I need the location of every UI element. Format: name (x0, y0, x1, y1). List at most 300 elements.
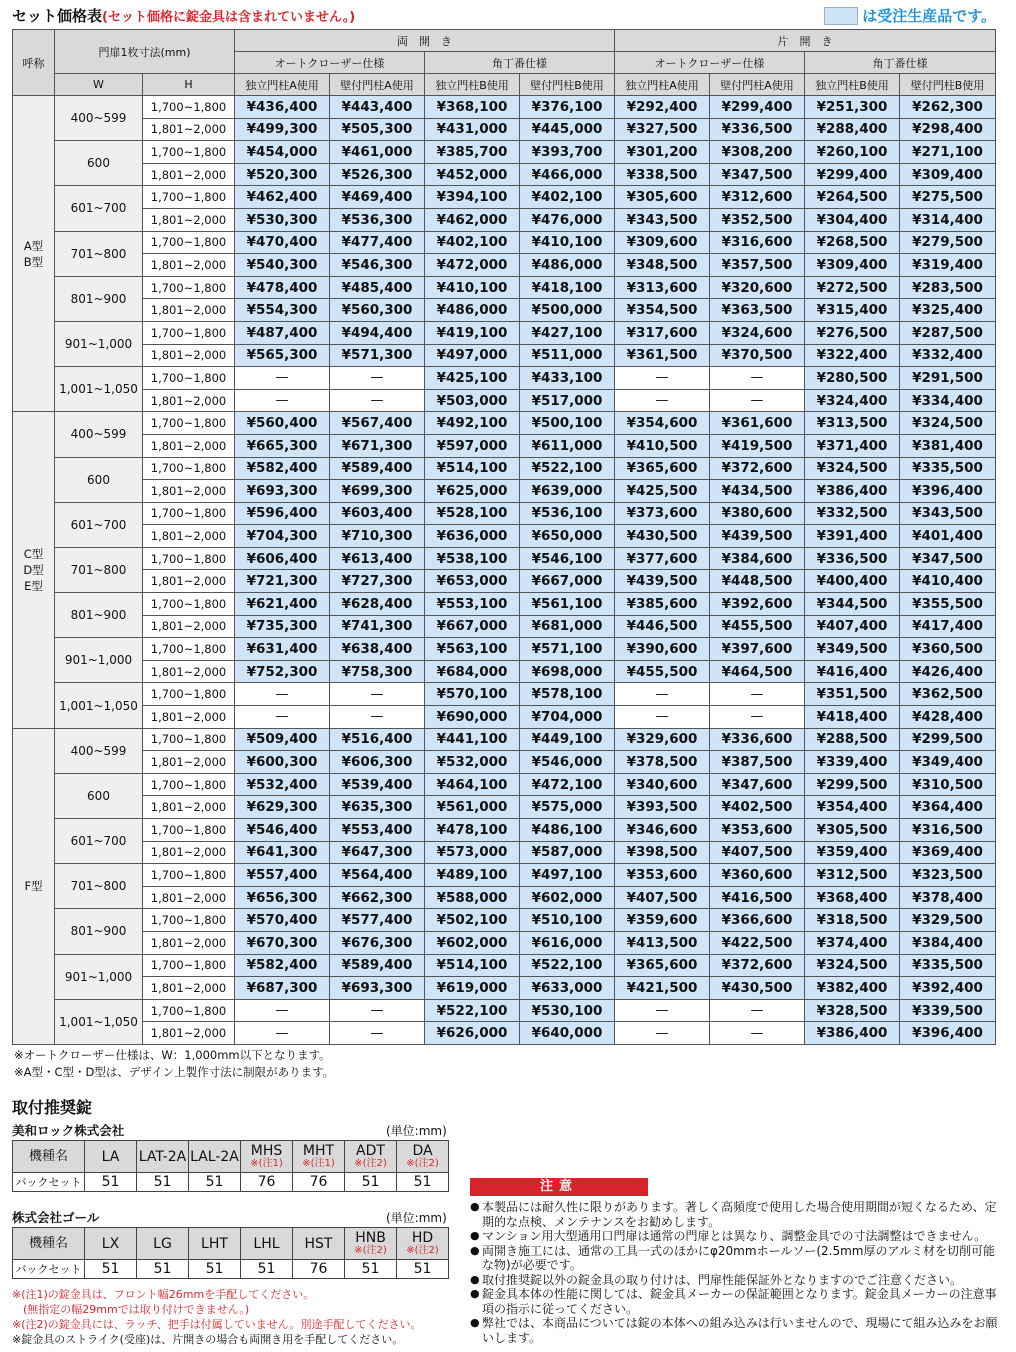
lock-model-cell (397, 1228, 449, 1260)
price-cell: ¥611,000 (520, 434, 615, 457)
backset-value: 51 (397, 1260, 449, 1279)
price-cell: ¥336,500 (710, 118, 805, 141)
price-cell: ¥385,600 (615, 593, 710, 616)
price-cell: ¥359,600 (615, 909, 710, 932)
lock-model-cell (137, 1141, 189, 1173)
header-col-a-free: 独立門柱A使用 (615, 74, 710, 96)
price-cell: ¥314,400 (900, 208, 996, 231)
price-cell: ¥401,400 (900, 525, 996, 548)
price-body (13, 96, 996, 1045)
lock-note-line: ※(注1)の錠金具は、フロント幅26mmを手配してください。 (12, 1288, 315, 1301)
price-cell: ¥364,400 (900, 796, 996, 819)
price-cell: ¥588,000 (425, 886, 520, 909)
height-cell: 1,700~1,800 (143, 502, 235, 525)
price-cell: ¥676,300 (330, 931, 425, 954)
price-cell: ¥417,400 (900, 615, 996, 638)
price-cell: — (235, 999, 330, 1022)
price-cell: ¥486,000 (520, 254, 615, 277)
price-cell: ¥327,500 (615, 118, 710, 141)
price-cell: ¥393,500 (615, 796, 710, 819)
header-col-b-free: 独立門柱B使用 (805, 74, 900, 96)
height-cell: 1,700~1,800 (143, 276, 235, 299)
price-cell: ¥647,300 (330, 841, 425, 864)
backset-value: 51 (137, 1173, 189, 1192)
width-cell: 400~599 (55, 96, 143, 141)
table-row (13, 593, 996, 616)
price-cell: ¥312,500 (805, 864, 900, 887)
table-row (13, 163, 996, 186)
price-cell: ¥602,000 (425, 931, 520, 954)
price-cell: — (710, 683, 805, 706)
price-cell: ¥509,400 (235, 728, 330, 751)
height-cell: 1,801~2,000 (143, 570, 235, 593)
table-row (13, 389, 996, 412)
price-cell: ¥419,100 (425, 321, 520, 344)
table-row (13, 909, 996, 932)
price-cell: ¥324,400 (805, 389, 900, 412)
price-cell: ¥402,100 (425, 231, 520, 254)
price-cell: ¥500,000 (520, 299, 615, 322)
price-cell: ¥625,000 (425, 480, 520, 503)
price-cell: ¥430,500 (615, 525, 710, 548)
price-cell: ¥393,700 (520, 141, 615, 164)
width-cell: 801~900 (55, 593, 143, 638)
price-cell: ¥347,600 (710, 773, 805, 796)
price-cell: ¥557,400 (235, 864, 330, 887)
price-cell: ¥571,100 (520, 638, 615, 661)
price-cell: ¥390,600 (615, 638, 710, 661)
header-col-a-free: 独立門柱A使用 (235, 74, 330, 96)
lock-note-ref: ※(注2) (406, 1245, 439, 1256)
price-cell: ¥361,500 (615, 344, 710, 367)
price-cell: ¥665,300 (235, 434, 330, 457)
table-row (13, 638, 996, 661)
price-cell: ¥398,500 (615, 841, 710, 864)
height-cell: 1,700~1,800 (143, 999, 235, 1022)
price-cell: ¥309,600 (615, 231, 710, 254)
height-cell: 1,801~2,000 (143, 434, 235, 457)
width-cell: 601~700 (55, 819, 143, 864)
price-cell: ¥407,400 (805, 615, 900, 638)
price-cell: ¥667,000 (425, 615, 520, 638)
price-cell: ¥287,500 (900, 321, 996, 344)
table-row (13, 683, 996, 706)
price-cell: ¥315,400 (805, 299, 900, 322)
price-cell: ¥402,100 (520, 186, 615, 209)
maker-name-miwa: 美和ロック株式会社 (12, 1123, 125, 1138)
title-row (12, 5, 1002, 27)
price-cell: ¥554,300 (235, 299, 330, 322)
price-cell: ¥418,400 (805, 706, 900, 729)
price-cell: ¥427,100 (520, 321, 615, 344)
price-cell: ¥283,500 (900, 276, 996, 299)
lock-note-ref: ※(注1) (302, 1158, 335, 1169)
price-cell: ¥546,000 (520, 751, 615, 774)
price-cell: ¥384,400 (900, 931, 996, 954)
price-cell: ¥492,100 (425, 412, 520, 435)
lock-note-line: (無指定の幅29mmでは取り付けできません。) (12, 1303, 250, 1316)
height-cell: 1,700~1,800 (143, 457, 235, 480)
price-cell: ¥565,300 (235, 344, 330, 367)
height-cell: 1,801~2,000 (143, 118, 235, 141)
maker-name-goal: 株式会社ゴール (12, 1210, 100, 1225)
price-cell: ¥365,600 (615, 457, 710, 480)
price-cell: ¥693,300 (330, 977, 425, 1000)
lock-backset-row (13, 1173, 449, 1192)
price-cell: ¥628,400 (330, 593, 425, 616)
lock-note-ref: ※(注2) (354, 1158, 387, 1169)
header-col-a-wall: 壁付門柱A使用 (330, 74, 425, 96)
price-cell: ¥309,400 (805, 254, 900, 277)
price-cell: ¥606,400 (235, 547, 330, 570)
width-cell: 400~599 (55, 412, 143, 457)
lock-note-ref: ※(注1) (250, 1158, 283, 1169)
price-cell: — (330, 1022, 425, 1045)
price-cell: ¥366,600 (710, 909, 805, 932)
price-cell: ¥425,100 (425, 367, 520, 390)
price-cell: ¥317,600 (615, 321, 710, 344)
price-cell: ¥339,500 (900, 999, 996, 1022)
price-cell: ¥349,400 (900, 751, 996, 774)
price-cell: ¥469,400 (330, 186, 425, 209)
price-cell: ¥268,500 (805, 231, 900, 254)
lock-model-name: HD (411, 1230, 434, 1246)
price-cell: ¥656,300 (235, 886, 330, 909)
price-cell: ¥499,300 (235, 118, 330, 141)
price-cell: ¥348,500 (615, 254, 710, 277)
price-cell: ¥452,000 (425, 163, 520, 186)
price-cell: ¥528,100 (425, 502, 520, 525)
table-row (13, 841, 996, 864)
price-cell: ¥667,000 (520, 570, 615, 593)
lock-model-name: MHS (250, 1143, 283, 1159)
lock-backset-row (13, 1260, 449, 1279)
price-cell: ¥530,300 (235, 208, 330, 231)
height-cell: 1,801~2,000 (143, 1022, 235, 1045)
price-cell: ¥553,400 (330, 819, 425, 842)
price-cell: ¥377,600 (615, 547, 710, 570)
price-cell: ¥385,700 (425, 141, 520, 164)
price-cell: ¥378,500 (615, 751, 710, 774)
height-cell: 1,700~1,800 (143, 593, 235, 616)
backset-value: 51 (345, 1173, 397, 1192)
price-cell: ¥626,000 (425, 1022, 520, 1045)
price-cell: — (235, 706, 330, 729)
height-cell: 1,700~1,800 (143, 728, 235, 751)
price-cell: ¥553,100 (425, 593, 520, 616)
price-cell: ¥472,100 (520, 773, 615, 796)
price-cell: ¥670,300 (235, 931, 330, 954)
price-cell: ¥516,400 (330, 728, 425, 751)
price-cell: ¥365,600 (615, 954, 710, 977)
table-row (13, 208, 996, 231)
price-cell: ¥324,500 (805, 954, 900, 977)
price-cell: ¥352,500 (710, 208, 805, 231)
price-cell: ¥603,400 (330, 502, 425, 525)
width-cell: 1,001~1,050 (55, 683, 143, 728)
lock-model-name: HNB (355, 1230, 386, 1246)
table-row (13, 547, 996, 570)
price-cell: ¥292,400 (615, 96, 710, 119)
price-cell: ¥582,400 (235, 954, 330, 977)
price-cell: ¥396,400 (900, 1022, 996, 1045)
caution-item: ● 取付推奨錠以外の錠金具の取り付けは、門扉性能保証外となりますのでご注意ください。 (470, 1273, 998, 1288)
price-cell: ¥316,500 (900, 819, 996, 842)
lock-model-row (13, 1141, 449, 1173)
backset-value: 51 (189, 1173, 241, 1192)
price-cell: ¥392,600 (710, 593, 805, 616)
height-cell: 1,700~1,800 (143, 367, 235, 390)
price-cell: ¥360,500 (900, 638, 996, 661)
backset-value: 51 (345, 1260, 397, 1279)
price-cell: ¥448,500 (710, 570, 805, 593)
price-cell: ¥464,100 (425, 773, 520, 796)
price-cell: ¥288,400 (805, 118, 900, 141)
price-cell: ¥347,500 (900, 547, 996, 570)
header-double: 両 開 き (235, 30, 615, 52)
price-cell: ¥280,500 (805, 367, 900, 390)
height-cell: 1,801~2,000 (143, 344, 235, 367)
price-cell: ¥323,500 (900, 864, 996, 887)
price-cell: ¥313,600 (615, 276, 710, 299)
unit-label: (単位:mm) (386, 1211, 447, 1225)
table-row (13, 728, 996, 751)
price-cell: ¥710,300 (330, 525, 425, 548)
backset-value: 51 (85, 1260, 137, 1279)
height-cell: 1,801~2,000 (143, 931, 235, 954)
lock-model-name: LG (153, 1235, 172, 1252)
price-cell: ¥368,100 (425, 96, 520, 119)
price-cell: — (710, 389, 805, 412)
table-row (13, 480, 996, 503)
price-cell: ¥353,600 (710, 819, 805, 842)
caution-item: ● マンション用大型通用口門扉は通常の門扉とは異なり、調整金具での寸法調整はできません。 (470, 1229, 998, 1244)
backset-value: 76 (241, 1173, 293, 1192)
price-cell: — (615, 1022, 710, 1045)
caution-list (470, 1200, 998, 1345)
height-cell: 1,801~2,000 (143, 886, 235, 909)
lock-model-cell (189, 1141, 241, 1173)
price-cell: — (615, 999, 710, 1022)
price-cell: ¥343,500 (615, 208, 710, 231)
table-row (13, 502, 996, 525)
price-cell: ¥410,500 (615, 434, 710, 457)
price-cell: ¥372,600 (710, 457, 805, 480)
legend (824, 5, 996, 26)
price-cell: ¥387,500 (710, 751, 805, 774)
price-cell: ¥378,400 (900, 886, 996, 909)
price-cell: ¥357,500 (710, 254, 805, 277)
price-cell: ¥575,000 (520, 796, 615, 819)
price-cell: ¥577,400 (330, 909, 425, 932)
price-cell: ¥532,400 (235, 773, 330, 796)
price-cell: ¥522,100 (520, 954, 615, 977)
price-cell: ¥522,100 (520, 457, 615, 480)
price-cell: ¥313,500 (805, 412, 900, 435)
lock-model-name: LHL (253, 1235, 280, 1252)
width-cell: 701~800 (55, 547, 143, 592)
price-cell: ¥349,500 (805, 638, 900, 661)
price-cell: ¥546,100 (520, 547, 615, 570)
price-cell: ¥309,400 (900, 163, 996, 186)
header-w: W (55, 74, 143, 96)
price-cell: ¥291,500 (900, 367, 996, 390)
price-cell: ¥502,100 (425, 909, 520, 932)
price-cell: ¥476,000 (520, 208, 615, 231)
width-cell: 600 (55, 457, 143, 502)
table-row (13, 299, 996, 322)
price-cell: ¥455,500 (710, 615, 805, 638)
table-notes (14, 1047, 334, 1081)
price-cell: ¥329,600 (615, 728, 710, 751)
caution-item: ● 弊社では、本商品については錠の本体への組み込みは行いませんので、現場にて組み込みをお願いします。 (470, 1316, 998, 1345)
price-cell: ¥638,400 (330, 638, 425, 661)
price-cell: ¥687,300 (235, 977, 330, 1000)
backset-label: バックセット (13, 1173, 85, 1192)
header-single: 片 開 き (615, 30, 996, 52)
note-line: ※A型・C型・D型は、デザイン上製作寸法に制限があります。 (14, 1065, 335, 1079)
header-double-autocloser: オートクローザー仕様 (235, 52, 425, 74)
price-cell: ¥353,600 (615, 864, 710, 887)
price-cell: ¥374,400 (805, 931, 900, 954)
price-cell: ¥251,300 (805, 96, 900, 119)
width-cell: 600 (55, 141, 143, 186)
price-cell: — (235, 367, 330, 390)
price-table (12, 29, 996, 1045)
height-cell: 1,801~2,000 (143, 706, 235, 729)
height-cell: 1,700~1,800 (143, 186, 235, 209)
price-cell: ¥386,400 (805, 1022, 900, 1045)
lock-model-name: LHT (201, 1235, 228, 1252)
height-cell: 1,801~2,000 (143, 389, 235, 412)
height-cell: 1,700~1,800 (143, 96, 235, 119)
lock-model-name: LAL-2A (190, 1148, 239, 1165)
price-cell: ¥371,400 (805, 434, 900, 457)
price-cell: ¥616,000 (520, 931, 615, 954)
height-cell: 1,700~1,800 (143, 547, 235, 570)
price-cell: — (235, 1022, 330, 1045)
price-cell: ¥416,500 (710, 886, 805, 909)
price-cell: ¥563,100 (425, 638, 520, 661)
backset-value: 51 (397, 1173, 449, 1192)
price-cell: ¥699,300 (330, 480, 425, 503)
price-cell: ¥546,300 (330, 254, 425, 277)
lock-note-ref: ※(注2) (354, 1245, 387, 1256)
price-cell: ¥344,500 (805, 593, 900, 616)
price-cell: ¥472,000 (425, 254, 520, 277)
table-row (13, 231, 996, 254)
price-cell: ¥363,500 (710, 299, 805, 322)
price-cell: ¥510,100 (520, 909, 615, 932)
price-cell: ¥570,400 (235, 909, 330, 932)
price-cell: ¥336,500 (805, 547, 900, 570)
price-cell: ¥305,600 (615, 186, 710, 209)
price-cell: ¥449,100 (520, 728, 615, 751)
width-cell: 400~599 (55, 728, 143, 773)
price-cell: ¥355,500 (900, 593, 996, 616)
price-cell: ¥600,300 (235, 751, 330, 774)
price-cell: ¥561,100 (520, 593, 615, 616)
price-cell: ¥514,100 (425, 457, 520, 480)
height-cell: 1,801~2,000 (143, 163, 235, 186)
price-cell: ¥334,400 (900, 389, 996, 412)
table-row (13, 886, 996, 909)
lock-model-name: LX (101, 1235, 120, 1252)
price-cell: ¥328,500 (805, 999, 900, 1022)
lock-heading: 取付推奨錠 (12, 1098, 93, 1117)
price-cell: ¥329,500 (900, 909, 996, 932)
lock-model-name: LAT-2A (138, 1148, 187, 1165)
price-cell: ¥324,500 (805, 457, 900, 480)
price-cell: ¥446,500 (615, 615, 710, 638)
price-cell: ¥698,000 (520, 660, 615, 683)
price-cell: ¥570,100 (425, 683, 520, 706)
lock-table-goal (12, 1227, 449, 1279)
price-cell: ¥336,600 (710, 728, 805, 751)
price-cell: ¥354,400 (805, 796, 900, 819)
price-cell: — (330, 683, 425, 706)
height-cell: 1,700~1,800 (143, 231, 235, 254)
price-cell: ¥361,600 (710, 412, 805, 435)
lock-model-cell (345, 1141, 397, 1173)
price-cell: ¥540,300 (235, 254, 330, 277)
price-cell: ¥433,100 (520, 367, 615, 390)
price-cell: ¥439,500 (615, 570, 710, 593)
price-cell: ¥514,100 (425, 954, 520, 977)
model-group-cell: C型 D型 E型 (13, 412, 55, 728)
price-cell: ¥421,500 (615, 977, 710, 1000)
price-cell: ¥354,500 (615, 299, 710, 322)
price-cell: ¥445,000 (520, 118, 615, 141)
price-cell: ¥370,500 (710, 344, 805, 367)
width-cell: 801~900 (55, 909, 143, 954)
price-cell: ¥318,500 (805, 909, 900, 932)
price-cell: ¥536,300 (330, 208, 425, 231)
price-cell: ¥340,600 (615, 773, 710, 796)
price-cell: ¥397,600 (710, 638, 805, 661)
model-group-cell: A型 B型 (13, 96, 55, 412)
table-row (13, 977, 996, 1000)
price-cell: ¥305,500 (805, 819, 900, 842)
price-cell: ¥324,600 (710, 321, 805, 344)
price-cell: ¥419,500 (710, 434, 805, 457)
price-cell: ¥439,500 (710, 525, 805, 548)
table-row (13, 344, 996, 367)
price-cell: ¥299,500 (805, 773, 900, 796)
price-cell: ¥462,400 (235, 186, 330, 209)
price-cell: ¥631,400 (235, 638, 330, 661)
price-cell: ¥275,500 (900, 186, 996, 209)
price-cell: ¥288,500 (805, 728, 900, 751)
price-cell: ¥335,500 (900, 954, 996, 977)
height-cell: 1,801~2,000 (143, 208, 235, 231)
table-row (13, 751, 996, 774)
price-cell: ¥413,500 (615, 931, 710, 954)
price-cell: ¥486,000 (425, 299, 520, 322)
height-cell: 1,801~2,000 (143, 751, 235, 774)
price-cell: ¥436,400 (235, 96, 330, 119)
price-cell: ¥441,100 (425, 728, 520, 751)
price-cell: ¥394,100 (425, 186, 520, 209)
price-cell: ¥671,300 (330, 434, 425, 457)
price-cell: ¥443,400 (330, 96, 425, 119)
price-cell: ¥485,400 (330, 276, 425, 299)
header-nominal: 呼称 (13, 30, 55, 96)
price-cell: ¥613,400 (330, 547, 425, 570)
price-cell: ¥308,200 (710, 141, 805, 164)
price-cell: ¥538,100 (425, 547, 520, 570)
price-cell: — (710, 367, 805, 390)
